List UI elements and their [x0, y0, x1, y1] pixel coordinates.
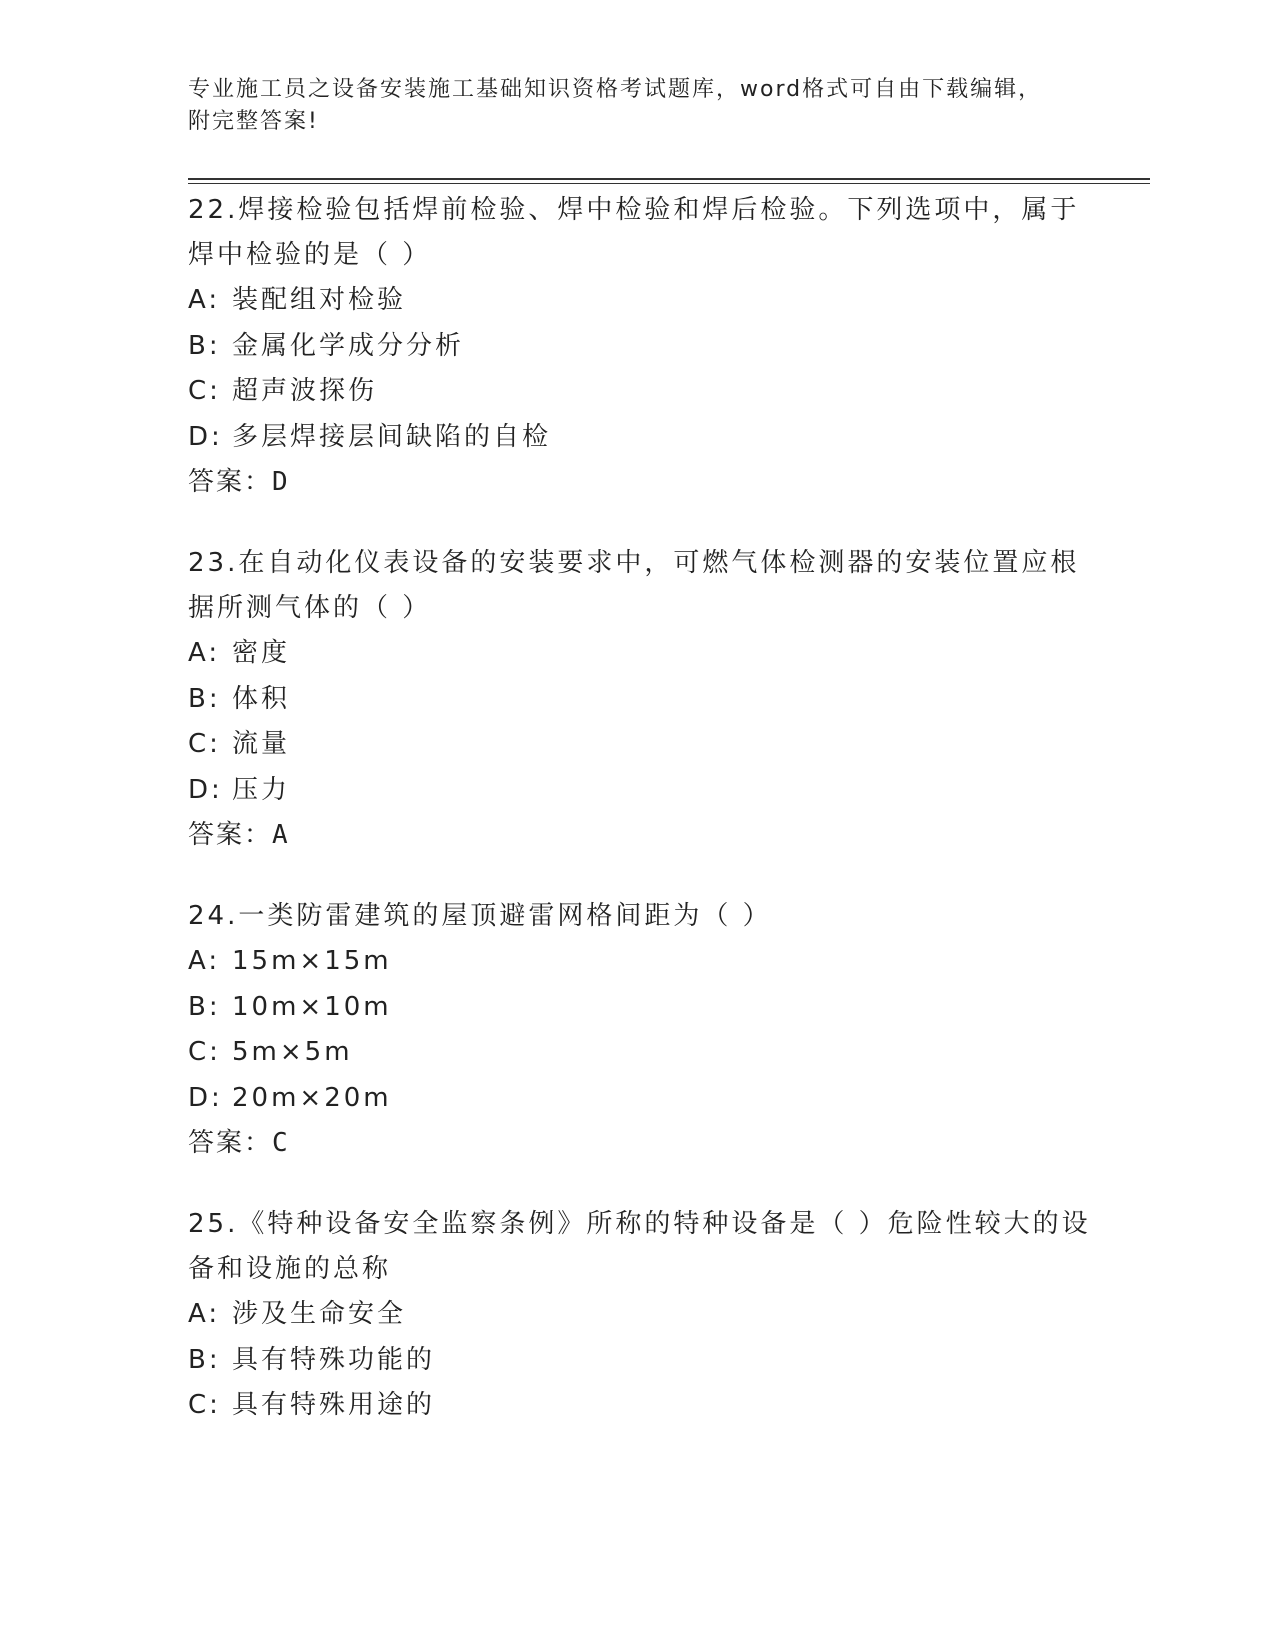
option-text: 密度: [232, 638, 291, 668]
header-line-2: 附完整答案!: [188, 109, 319, 134]
answer-line: [188, 460, 1108, 505]
option-d: [188, 415, 1108, 461]
option-letter: D:: [188, 421, 223, 452]
option-letter: C:: [188, 1390, 221, 1420]
question-number: 22.: [188, 195, 239, 225]
question-list: [188, 188, 1108, 1465]
question-text: 在自动化仪表设备的安装要求中，可燃气体检测器的安装位置应根据所测气体的（ ）: [188, 548, 1080, 623]
option-a: [188, 631, 1108, 677]
question-stem: [188, 894, 1108, 939]
option-letter: D:: [188, 774, 223, 805]
option-c: [188, 722, 1108, 768]
question-23: [188, 541, 1108, 858]
option-letter: B:: [188, 330, 221, 361]
answer-line: [188, 1121, 1108, 1166]
option-letter: A:: [188, 1299, 221, 1329]
option-text: 流量: [232, 729, 291, 759]
question-text: 一类防雷建筑的屋顶避雷网格间距为（ ）: [238, 901, 772, 931]
question-stem: [188, 541, 1108, 631]
option-b: [188, 324, 1108, 370]
option-d: [188, 768, 1108, 814]
option-text: 多层焊接层间缺陷的自检: [232, 421, 552, 452]
answer-label: 答案：: [188, 1128, 273, 1158]
option-a: [188, 1292, 1108, 1338]
question-25: [188, 1202, 1108, 1429]
option-c: [188, 369, 1108, 415]
question-text: 《特种设备安全监察条例》所称的特种设备是（ ）危险性较大的设备和设施的总称: [188, 1209, 1091, 1284]
answer-value: A: [272, 820, 290, 850]
option-c: [188, 1383, 1108, 1429]
question-number: 25.: [188, 1209, 239, 1239]
option-text: 装配组对检验: [232, 285, 407, 315]
option-text: 超声波探伤: [232, 376, 378, 406]
question-text: 焊接检验包括焊前检验、焊中检验和焊后检验。下列选项中，属于焊中检验的是（ ）: [188, 195, 1080, 270]
option-b: [188, 985, 1108, 1031]
question-stem: [188, 1202, 1108, 1292]
question-number: 24.: [188, 901, 239, 931]
answer-label: 答案：: [188, 467, 273, 497]
option-text: 体积: [232, 683, 291, 714]
option-letter: C:: [188, 376, 221, 406]
option-letter: C:: [188, 1037, 221, 1067]
option-letter: B:: [188, 1344, 221, 1375]
option-a: [188, 278, 1108, 324]
option-text: 具有特殊用途的: [232, 1390, 436, 1420]
header-divider-thin: [188, 183, 1150, 184]
question-number: 23.: [188, 548, 239, 578]
option-letter: B:: [188, 683, 221, 714]
option-letter: C:: [188, 729, 221, 759]
option-text: 5m×5m: [232, 1037, 353, 1067]
header-divider-thick: [188, 178, 1150, 180]
option-letter: A:: [188, 946, 221, 976]
option-d: [188, 1076, 1108, 1122]
option-letter: D:: [188, 1082, 223, 1113]
answer-value: C: [272, 1128, 290, 1158]
question-22: [188, 188, 1108, 505]
option-text: 具有特殊功能的: [232, 1344, 436, 1375]
option-letter: A:: [188, 285, 221, 315]
question-24: [188, 894, 1108, 1166]
option-text: 金属化学成分分析: [232, 330, 465, 361]
answer-label: 答案：: [188, 820, 273, 850]
option-text: 10m×10m: [232, 991, 392, 1022]
answer-value: D: [272, 467, 290, 497]
answer-line: [188, 813, 1108, 858]
question-stem: [188, 188, 1108, 278]
option-text: 20m×20m: [232, 1082, 392, 1113]
option-text: 涉及生命安全: [232, 1299, 407, 1329]
header-line-1: 专业施工员之设备安装施工基础知识资格考试题库，word格式可自由下载编辑，: [188, 77, 1043, 102]
option-text: 压力: [232, 774, 291, 805]
option-letter: B:: [188, 991, 221, 1022]
option-a: [188, 939, 1108, 985]
option-b: [188, 677, 1108, 723]
option-b: [188, 1338, 1108, 1384]
option-c: [188, 1030, 1108, 1076]
option-letter: A:: [188, 638, 221, 668]
option-text: 15m×15m: [232, 946, 392, 976]
document-header: [188, 74, 1068, 138]
